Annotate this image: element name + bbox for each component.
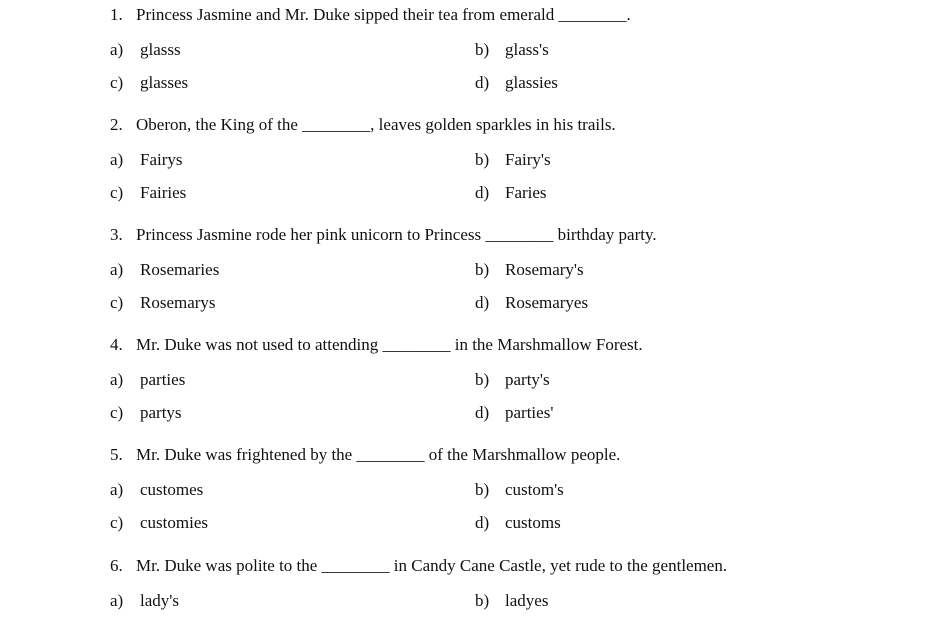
- option-a[interactable]: [110, 369, 185, 391]
- question-2: [0, 114, 930, 144]
- option-letter: c): [110, 513, 124, 532]
- option-d[interactable]: [475, 402, 553, 424]
- option-b[interactable]: [475, 590, 548, 612]
- option-b[interactable]: [475, 149, 551, 171]
- option-a[interactable]: [110, 479, 203, 501]
- option-text: customs: [505, 513, 561, 532]
- option-text: custom's: [505, 480, 564, 499]
- option-text: customies: [140, 513, 208, 532]
- option-letter: b): [475, 370, 490, 389]
- question-text: [110, 224, 657, 246]
- option-letter: a): [110, 150, 124, 169]
- option-a[interactable]: [110, 259, 219, 281]
- option-letter: b): [475, 591, 490, 610]
- option-d[interactable]: [475, 292, 588, 314]
- question-number: 3.: [110, 225, 123, 244]
- option-letter: b): [475, 480, 490, 499]
- question-stem: Princess Jasmine and Mr. Duke sipped their tea from emerald ________.: [136, 5, 631, 24]
- option-d[interactable]: [475, 182, 547, 204]
- option-text: lady's: [140, 591, 179, 610]
- option-a[interactable]: [110, 39, 181, 61]
- option-c[interactable]: [110, 292, 216, 314]
- question-1: [0, 4, 930, 34]
- option-letter: a): [110, 40, 124, 59]
- option-letter: b): [475, 260, 490, 279]
- option-text: glass's: [505, 40, 549, 59]
- option-letter: a): [110, 480, 124, 499]
- question-text: [110, 334, 643, 356]
- option-c[interactable]: [110, 182, 186, 204]
- option-d[interactable]: [475, 72, 558, 94]
- question-stem: Mr. Duke was polite to the ________ in Candy Cane Castle, yet rude to the gentlemen.: [136, 556, 728, 575]
- option-b[interactable]: [475, 479, 564, 501]
- option-b[interactable]: [475, 369, 550, 391]
- question-text: [110, 4, 631, 26]
- option-letter: d): [475, 183, 490, 202]
- option-text: partys: [140, 403, 182, 422]
- question-5: [0, 444, 930, 474]
- question-number: 2.: [110, 115, 123, 134]
- option-letter: a): [110, 370, 124, 389]
- option-text: Fairy's: [505, 150, 551, 169]
- option-text: glasses: [140, 73, 189, 92]
- option-text: Rosemarys: [140, 293, 216, 312]
- question-number: 6.: [110, 556, 123, 575]
- question-text: [110, 555, 727, 577]
- question-3: [0, 224, 930, 254]
- option-a[interactable]: [110, 149, 183, 171]
- option-text: parties': [505, 403, 554, 422]
- option-text: Fairys: [140, 150, 183, 169]
- option-letter: b): [475, 40, 490, 59]
- question-stem: Mr. Duke was frightened by the ________ of the Marshmallow people.: [136, 445, 621, 464]
- option-letter: c): [110, 73, 124, 92]
- option-letter: d): [475, 513, 490, 532]
- question-4: [0, 334, 930, 364]
- option-letter: a): [110, 591, 124, 610]
- question-number: 5.: [110, 445, 123, 464]
- option-letter: d): [475, 73, 490, 92]
- option-b[interactable]: [475, 259, 584, 281]
- option-c[interactable]: [110, 72, 188, 94]
- question-number: 1.: [110, 5, 123, 24]
- option-text: Fairies: [140, 183, 187, 202]
- option-letter: d): [475, 293, 490, 312]
- option-b[interactable]: [475, 39, 549, 61]
- option-c[interactable]: [110, 512, 208, 534]
- option-text: glassies: [505, 73, 558, 92]
- option-text: Rosemaryes: [505, 293, 589, 312]
- question-stem: Oberon, the King of the ________, leaves golden sparkles in his trails.: [136, 115, 616, 134]
- option-text: parties: [140, 370, 186, 389]
- option-letter: c): [110, 293, 124, 312]
- option-letter: d): [475, 403, 490, 422]
- option-letter: b): [475, 150, 490, 169]
- option-c[interactable]: [110, 402, 182, 424]
- question-6: [0, 555, 930, 585]
- question-text: [110, 444, 620, 466]
- option-d[interactable]: [475, 512, 561, 534]
- question-text: [110, 114, 616, 136]
- option-text: ladyes: [505, 591, 549, 610]
- option-text: Rosemaries: [140, 260, 220, 279]
- option-letter: c): [110, 183, 124, 202]
- option-letter: a): [110, 260, 124, 279]
- option-text: glasss: [140, 40, 181, 59]
- option-text: customes: [140, 480, 204, 499]
- option-text: Faries: [505, 183, 547, 202]
- option-text: Rosemary's: [505, 260, 584, 279]
- question-stem: Princess Jasmine rode her pink unicorn to Princess ________ birthday party.: [136, 225, 657, 244]
- question-number: 4.: [110, 335, 123, 354]
- question-stem: Mr. Duke was not used to attending ________ in the Marshmallow Forest.: [136, 335, 643, 354]
- option-text: party's: [505, 370, 550, 389]
- option-letter: c): [110, 403, 124, 422]
- option-a[interactable]: [110, 590, 179, 612]
